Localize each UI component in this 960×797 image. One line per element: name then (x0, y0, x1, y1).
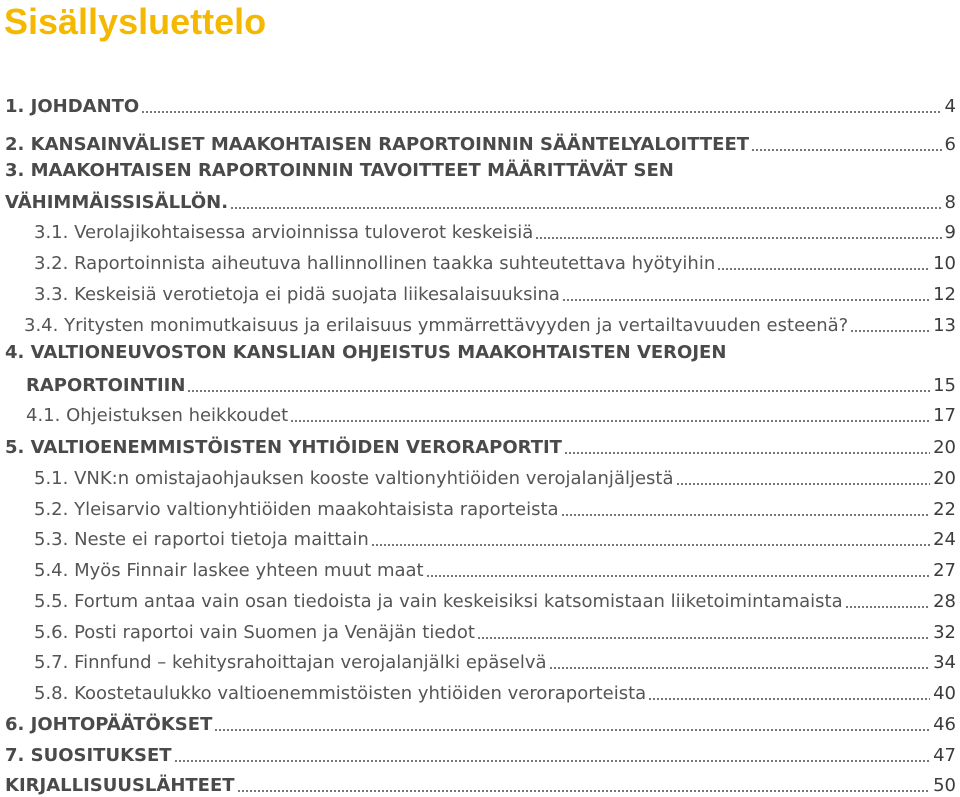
toc-entry[interactable] (0, 307, 960, 337)
toc-entry-page: 6 (944, 134, 956, 155)
toc-entry-page: 4 (944, 96, 956, 117)
toc-entry-page: 28 (933, 591, 956, 612)
toc-leader (751, 149, 942, 151)
toc-leader (564, 452, 930, 454)
toc-entry[interactable] (0, 552, 960, 582)
toc-entry-page: 8 (944, 192, 956, 213)
toc-entry-page: 34 (933, 652, 956, 673)
toc-entry-label: RAPORTOINTIIN (26, 375, 186, 396)
toc-entry[interactable] (0, 367, 960, 397)
toc-entry-label: 4.1. Ohjeistuksen heikkoudet (26, 405, 289, 426)
toc-entry-page: 47 (933, 745, 956, 766)
toc-leader (477, 637, 930, 639)
toc-entry[interactable] (0, 737, 960, 767)
toc-entry-page: 32 (933, 622, 956, 643)
toc-entry[interactable] (0, 126, 960, 156)
toc-entry[interactable] (0, 397, 960, 427)
toc-entry-label-line1: 4. VALTIONEUVOSTON KANSLIAN OHJEISTUS MAAKOHTAISTEN VEROJEN (5, 342, 727, 363)
toc-entry-label: VÄHIMMÄISSISÄLLÖN. (5, 192, 229, 213)
toc-entry-label: KIRJALLISUUSLÄHTEET (5, 775, 235, 796)
toc-entry-page: 15 (933, 375, 956, 396)
toc-entry[interactable] (0, 429, 960, 459)
toc-entry[interactable] (0, 276, 960, 306)
toc-leader (845, 606, 930, 608)
toc-entry[interactable] (0, 521, 960, 551)
toc-entry-page: 10 (933, 253, 956, 274)
toc-entry[interactable] (0, 767, 960, 797)
toc-entry-label: 5.7. Finnfund – kehitysrahoittajan verojalanjälki epäselvä (34, 652, 547, 673)
toc-entry-page: 27 (933, 560, 956, 581)
toc-entry-label: 5.5. Fortum antaa vain osan tiedoista ja vain keskeisiksi katsomistaan liiketoimintamaista (34, 591, 843, 612)
toc-entry-label: 7. SUOSITUKSET (5, 745, 172, 766)
toc-entry-label: 5. VALTIOENEMMISTÖISTEN YHTIÖIDEN VERORAPORTIT (5, 437, 562, 458)
toc-entry[interactable] (0, 675, 960, 705)
toc-entry-label: 3.4. Yritysten monimutkaisuus ja erilaisuus ymmärrettävyyden ja vertailtavuuden esteenä? (24, 315, 849, 336)
toc-leader (648, 698, 930, 700)
toc-entry-label: 5.2. Yleisarvio valtionyhtiöiden maakohtaisista raporteista (34, 499, 559, 520)
toc-entry-label: 5.8. Koostetaulukko valtioenemmistöisten yhtiöiden veroraporteista (34, 683, 647, 704)
toc-leader (371, 544, 930, 546)
toc-entry-label: 5.4. Myös Finnair laskee yhteen muut maat (34, 560, 424, 581)
toc-entry[interactable] (0, 460, 960, 490)
toc-leader (850, 330, 930, 332)
toc-leader (426, 575, 930, 577)
toc-leader (561, 514, 931, 516)
toc-entry-page: 40 (933, 683, 956, 704)
toc-leader (237, 790, 931, 792)
toc-leader (141, 111, 941, 113)
toc-entry-page: 20 (933, 468, 956, 489)
toc-entry-page: 17 (933, 405, 956, 426)
toc-leader (214, 729, 930, 731)
toc-entry[interactable] (0, 491, 960, 521)
toc-entry-page: 24 (933, 529, 956, 550)
toc-entry-label: 6. JOHTOPÄÄTÖKSET (5, 714, 213, 735)
toc-leader (535, 237, 941, 239)
toc-entry-page: 20 (933, 437, 956, 458)
toc-entry[interactable] (0, 583, 960, 613)
toc-leader (187, 390, 930, 392)
toc-leader (230, 207, 941, 209)
toc-entry-label: 2. KANSAINVÄLISET MAAKOHTAISEN RAPORTOINNIN SÄÄNTELYALOITTEET (5, 134, 750, 155)
toc-entry-page: 9 (944, 222, 956, 243)
toc-leader (290, 420, 930, 422)
toc-entry[interactable] (0, 245, 960, 275)
toc-entry[interactable] (0, 214, 960, 244)
toc-entry-page: 12 (933, 284, 956, 305)
toc-entry[interactable] (0, 644, 960, 674)
toc-entry-label-line1: 3. MAAKOHTAISEN RAPORTOINNIN TAVOITTEET MÄÄRITTÄVÄT SEN (5, 160, 674, 181)
toc-entry[interactable] (0, 614, 960, 644)
toc-leader (717, 268, 930, 270)
toc-entry-label: 1. JOHDANTO (5, 96, 140, 117)
toc-entry[interactable] (0, 88, 960, 118)
toc-entry-label: 3.1. Verolajikohtaisessa arvioinnissa tuloverot keskeisiä (34, 222, 534, 243)
toc-entry[interactable] (0, 706, 960, 736)
toc-entry-label: 5.3. Neste ei raportoi tietoja maittain (34, 529, 369, 550)
toc-entry-page: 13 (933, 315, 956, 336)
toc-leader (676, 483, 931, 485)
toc-entry-page: 50 (933, 775, 956, 796)
page-title: Sisällysluettelo (4, 1, 267, 42)
toc-entry[interactable] (0, 184, 960, 214)
toc-leader (549, 667, 931, 669)
toc-entry-page: 46 (933, 714, 956, 735)
toc-entry-label: 5.1. VNK:n omistajaohjauksen kooste valtionyhtiöiden verojalanjäljestä (34, 468, 674, 489)
toc-entry-label: 3.2. Raportoinnista aiheutuva hallinnollinen taakka suhteutettava hyötyihin (34, 253, 716, 274)
toc-entry-label: 3.3. Keskeisiä verotietoja ei pidä suojata liikesalaisuuksina (34, 284, 560, 305)
toc-entry-page: 22 (933, 499, 956, 520)
toc-leader (562, 299, 930, 301)
toc-leader (174, 760, 931, 762)
toc-entry-label: 5.6. Posti raportoi vain Suomen ja Venäjän tiedot (34, 622, 475, 643)
